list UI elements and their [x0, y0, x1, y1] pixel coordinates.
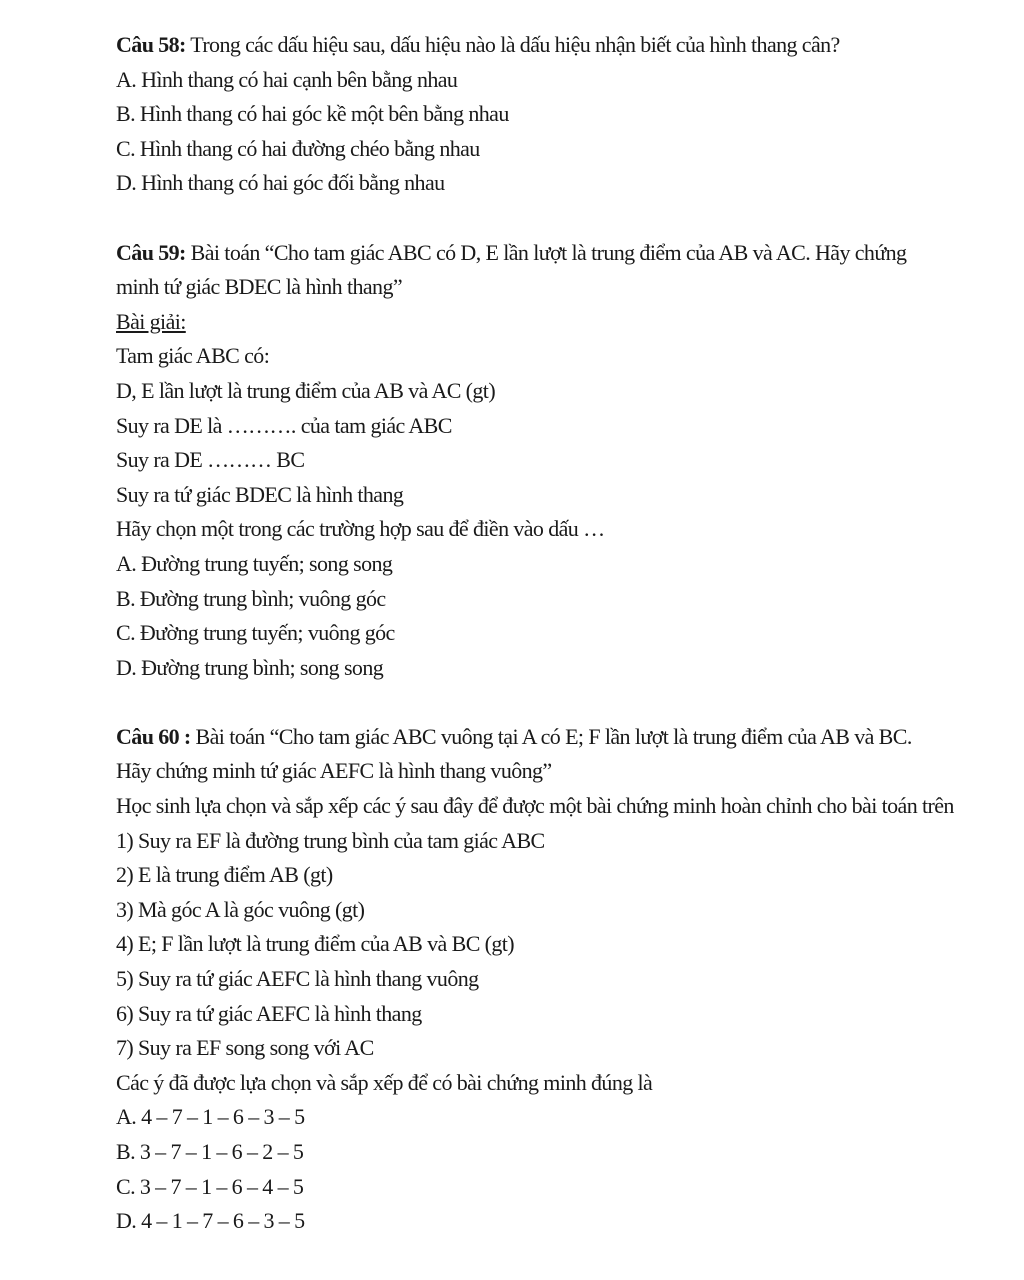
question-58: [116, 28, 946, 63]
q60-option-b: B. 3 – 7 – 1 – 6 – 2 – 5: [116, 1139, 304, 1164]
q60-option-c: C. 3 – 7 – 1 – 6 – 4 – 5: [116, 1173, 304, 1199]
q60-step: 4) E; F lần lượt là trung điểm của AB và BC (gt): [116, 931, 515, 957]
spacer: [116, 685, 946, 720]
q59-solution-heading: [116, 305, 946, 340]
document-page: [116, 28, 954, 1239]
question-59-label: Câu 59:: [116, 239, 186, 265]
q59-solution-line: Suy ra DE ……… BC: [116, 447, 305, 473]
q60-step: 1) Suy ra EF là đường trung bình của tam giác ABC: [116, 827, 545, 853]
question-59-text: Bài toán “Cho tam giác ABC có D, E lần lượt là trung điểm của AB và AC. Hãy chứng minh tứ giác BDEC là hình thang”: [116, 239, 907, 300]
q60-step: 6) Suy ra tứ giác AEFC là hình thang: [116, 1000, 422, 1026]
q59-option-a: A. Đường trung tuyến; song song: [116, 550, 393, 576]
q59-option-b: B. Đường trung bình; vuông góc: [116, 585, 386, 611]
q60-prompt: Các ý đã được lựa chọn và sắp xếp để có bài chứng minh đúng là: [116, 1069, 653, 1095]
q60-option-a: A. 4 – 7 – 1 – 6 – 3 – 5: [116, 1104, 305, 1130]
q59-solution-line: Suy ra tứ giác BDEC là hình thang: [116, 481, 404, 507]
solution-heading-text: Bài giải:: [116, 308, 186, 334]
q58-option-c: C. Hình thang có hai đường chéo bằng nhau: [116, 135, 480, 161]
q60-instruction: Học sinh lựa chọn và sắp xếp các ý sau đây để được một bài chứng minh hoàn chỉnh cho bài toán trên: [116, 793, 954, 819]
question-59: [116, 236, 946, 305]
q59-solution-line: D, E lần lượt là trung điểm của AB và AC (gt): [116, 377, 496, 403]
question-58-label: Câu 58:: [116, 32, 186, 57]
q58-option-d: D. Hình thang có hai góc đối bằng nhau: [116, 170, 445, 196]
q58-option-a: A. Hình thang có hai cạnh bên bằng nhau: [116, 66, 458, 92]
q59-solution-line: Suy ra DE là ………. của tam giác ABC: [116, 412, 452, 438]
q60-step: 7) Suy ra EF song song với AC: [116, 1035, 374, 1061]
q60-option-d: D. 4 – 1 – 7 – 6 – 3 – 5: [116, 1208, 305, 1234]
question-60-text: Bài toán “Cho tam giác ABC vuông tại A có E; F lần lượt là trung điểm của AB và BC. Hãy chứng minh tứ giác AEFC là hình thang vuông”: [116, 723, 912, 784]
spacer: [116, 201, 946, 236]
q58-option-b: B. Hình thang có hai góc kề một bên bằng nhau: [116, 101, 509, 127]
question-60: [116, 720, 946, 789]
q59-solution-line: Hãy chọn một trong các trường hợp sau để điền vào dấu …: [116, 516, 605, 542]
question-58-text: Trong các dấu hiệu sau, dấu hiệu nào là dấu hiệu nhận biết của hình thang cân?: [185, 32, 840, 57]
q59-option-d: D. Đường trung bình; song song: [116, 654, 384, 680]
q59-solution-line: Tam giác ABC có:: [116, 343, 270, 369]
q60-step: 3) Mà góc A là góc vuông (gt): [116, 896, 365, 922]
q59-option-c: C. Đường trung tuyến; vuông góc: [116, 620, 395, 646]
q60-step: 5) Suy ra tứ giác AEFC là hình thang vuông: [116, 966, 479, 992]
q60-step: 2) E là trung điểm AB (gt): [116, 862, 333, 888]
question-60-label: Câu 60 :: [116, 723, 191, 749]
